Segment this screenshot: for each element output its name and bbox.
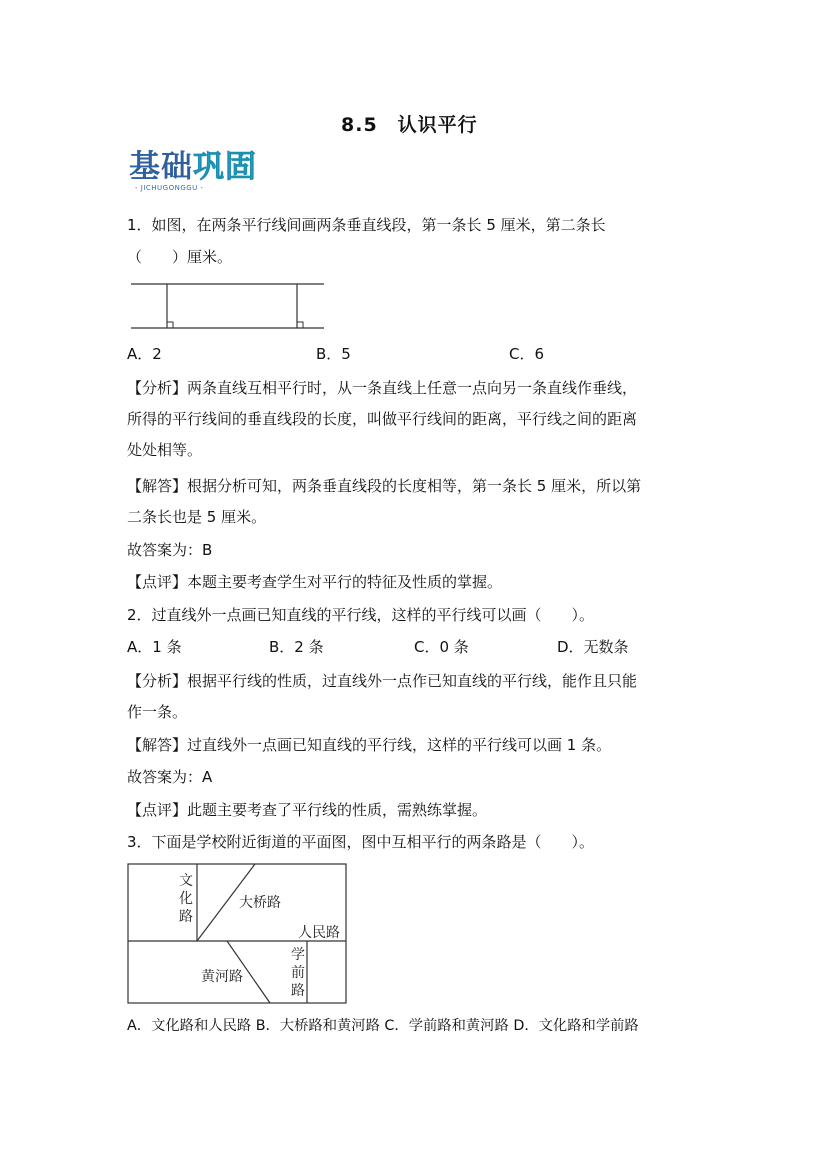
q2-option-a: A．1 条 — [127, 638, 182, 656]
logo-text-accent: 巩固 — [193, 149, 257, 185]
q2-analysis-line2: 作一条。 — [127, 703, 188, 721]
q2-solution: 【解答】过直线外一点画已知直线的平行线，这样的平行线可以画 1 条。 — [127, 736, 612, 754]
label-renmin: 人民路 — [298, 925, 340, 941]
q1-option-a: A．2 — [127, 345, 162, 363]
q3-options: A．文化路和人民路 B．大桥路和黄河路 C．学前路和黄河路 D．文化路和学前路 — [127, 1018, 639, 1034]
q2-answer: 故答案为：A — [127, 768, 213, 786]
q1-stem-line2: （ ）厘米。 — [127, 248, 233, 266]
label-wenhua-1: 文 — [179, 873, 193, 889]
q2-option-c: C．0 条 — [414, 638, 469, 656]
q1-option-c: C．6 — [509, 345, 545, 363]
q1-analysis-line1: 【分析】两条直线互相平行时，从一条直线上任意一点向另一条直线作垂线， — [127, 379, 638, 397]
q2-option-d: D．无数条 — [557, 638, 629, 656]
q1-stem-line1: 1．如图，在两条平行线间画两条垂直线段，第一条长 5 厘米，第二条长 — [127, 216, 606, 234]
label-wenhua-3: 路 — [179, 909, 193, 925]
q2-stem: 2．过直线外一点画已知直线的平行线，这样的平行线可以画（ ）。 — [127, 606, 595, 624]
right-angle-mark-1 — [167, 322, 173, 328]
logo-subtitle: - JICHUGONGGU - — [135, 184, 204, 192]
q1-analysis-line2: 所得的平行线间的垂直线段的长度，叫做平行线间的距离，平行线之间的距离 — [127, 410, 638, 428]
q1-solution-line1: 【解答】根据分析可知，两条垂直线段的长度相等，第一条长 5 厘米，所以第 — [127, 477, 642, 495]
q1-comment: 【点评】本题主要考查学生对平行的特征及性质的掌握。 — [127, 573, 503, 591]
label-daqiao: 大桥路 — [239, 895, 281, 911]
q1-solution-line2: 二条长也是 5 厘米。 — [127, 508, 267, 526]
q2-analysis-line1: 【分析】根据平行线的性质，过直线外一点作已知直线的平行线，能作且只能 — [127, 672, 638, 690]
page-title: 8.5 认识平行 — [341, 114, 478, 136]
q2-option-b: B．2 条 — [269, 638, 324, 656]
q1-option-b: B．5 — [316, 345, 351, 363]
logo-text-main: 基础 — [129, 149, 193, 185]
label-huanghe: 黄河路 — [201, 969, 243, 985]
q1-analysis-line3: 处处相等。 — [127, 441, 203, 459]
right-angle-mark-2 — [297, 322, 303, 328]
section-logo — [129, 150, 277, 192]
q3-stem: 3．下面是学校附近街道的平面图，图中互相平行的两条路是（ ）。 — [127, 833, 595, 851]
q2-comment: 【点评】此题主要考查了平行线的性质，需熟练掌握。 — [127, 801, 488, 819]
label-wenhua-2: 化 — [179, 891, 193, 907]
q3-street-map — [127, 863, 349, 1005]
label-xueqian-2: 前 — [291, 965, 305, 981]
label-xueqian-3: 路 — [291, 983, 305, 999]
q1-answer: 故答案为：B — [127, 541, 213, 559]
label-xueqian-1: 学 — [291, 947, 305, 963]
q1-parallel-lines-figure — [131, 278, 326, 333]
